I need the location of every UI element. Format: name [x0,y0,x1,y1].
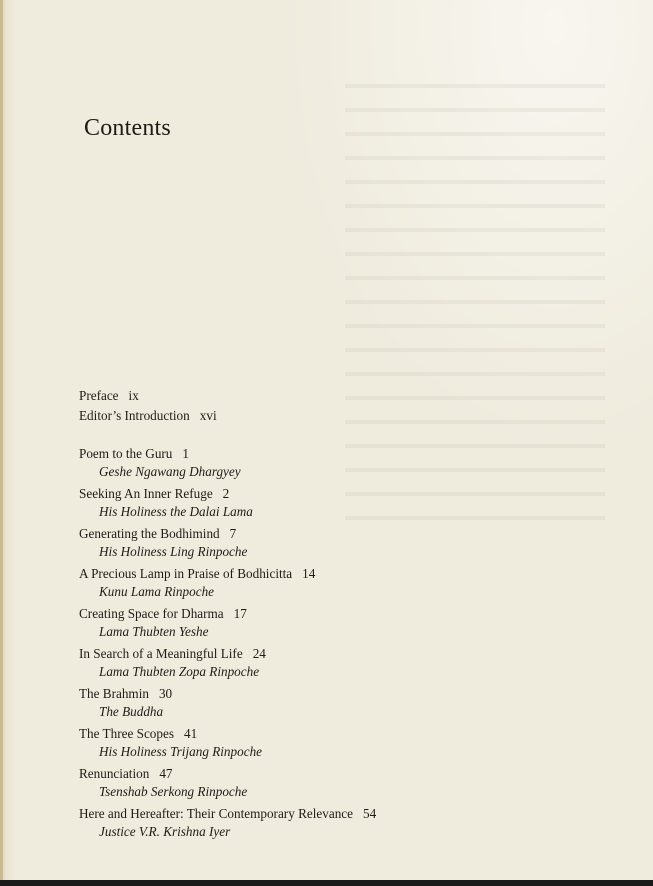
toc-entry-title: Seeking An Inner Refuge [79,486,213,501]
toc-entry [79,804,499,840]
toc-entry-author: His Holiness the Dalai Lama [99,504,253,519]
toc-entry-title: In Search of a Meaningful Life [79,646,243,661]
toc-entry-author: Tsenshab Serkong Rinpoche [99,784,248,799]
toc-page-number: 30 [158,686,173,701]
toc-front-title: Preface [79,388,119,403]
toc-front-item [79,386,499,406]
toc-entry [79,484,499,520]
scan-border [0,880,653,886]
toc-entry-author: His Holiness Ling Rinpoche [99,544,248,559]
toc-page-number: 2 [222,486,230,501]
toc-page-number: 7 [229,526,237,541]
toc-page-number: ix [128,388,139,403]
page-title: Contents [84,115,171,141]
toc-entry [79,764,499,800]
toc-entry-author: The Buddha [99,704,164,719]
toc-entry-title: A Precious Lamp in Praise of Bodhicitta [79,566,293,581]
toc-entry [79,724,499,760]
toc-entry-author: Lama Thubten Yeshe [99,624,209,639]
toc-entry-title: Renunciation [79,766,150,781]
toc-entry-author: Kunu Lama Rinpoche [99,584,215,599]
toc-page-number: 24 [252,646,266,661]
toc-entry-author: Justice V.R. Krishna Iyer [99,824,231,839]
toc-entry-author: Geshe Ngawang Dhargyey [99,464,241,479]
toc-entry [79,684,499,720]
toc-page-number: 54 [363,806,377,821]
toc-page-number: 47 [159,766,173,781]
toc-entry-author: Lama Thubten Zopa Rinpoche [99,664,260,679]
toc-page-number: 41 [183,726,198,741]
toc-entry-title: Poem to the Guru [79,446,173,461]
toc-entry-title: Generating the Bodhimind [79,526,220,541]
table-of-contents [79,386,499,844]
page-spine-edge [0,0,3,880]
toc-entry-title: The Three Scopes [79,726,174,741]
section-gap [79,426,499,444]
toc-front-title: Editor’s Introduction [79,408,190,423]
toc-page-number: 1 [182,446,189,461]
toc-entry [79,564,499,600]
toc-page-number: xvi [199,408,217,423]
toc-entry-title: Here and Hereafter: Their Contemporary Relevance [79,806,353,821]
toc-entry [79,524,499,560]
toc-entry [79,444,499,480]
toc-page-number: 14 [302,566,316,581]
toc-entry [79,604,499,640]
toc-entry-title: Creating Space for Dharma [79,606,224,621]
toc-entry [79,644,499,680]
toc-page-number: 17 [233,606,247,621]
toc-entry-author: His Holiness Trijang Rinpoche [99,744,263,759]
toc-front-item [79,406,499,426]
toc-entry-title: The Brahmin [79,686,149,701]
